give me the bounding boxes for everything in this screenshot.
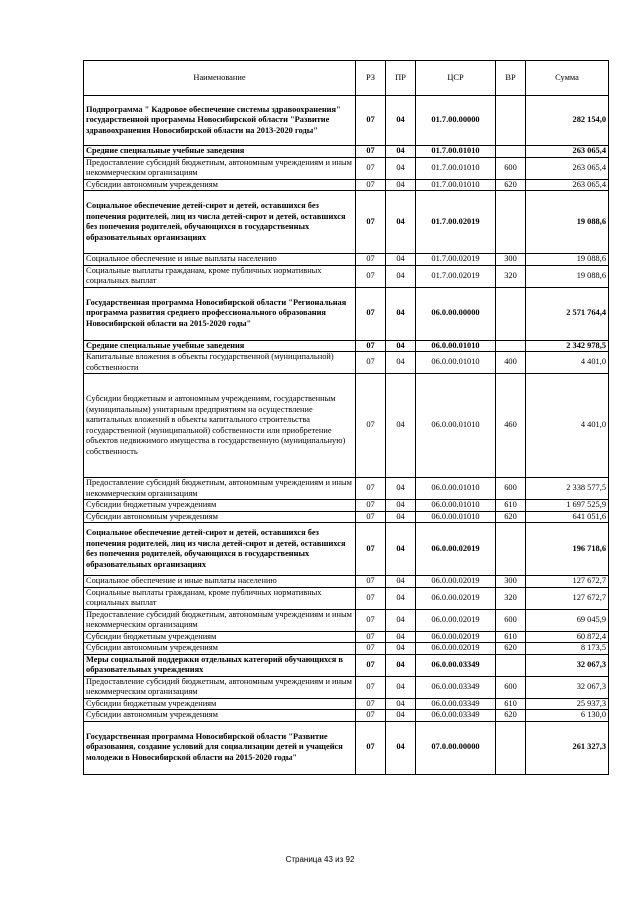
cell-sum: 127 672,7 [526,576,609,588]
cell-name: Подпрограмма " Кадровое обеспечение системы здравоохранения" государственной программы Новосибирской области "Развитие здравоохранения Новосибирской области на 2013-2020 годы" [84,96,356,146]
cell-name: Предоставление субсидий бюджетным, автономным учреждениям и иным некоммерческим организациям [84,676,356,698]
table-row [84,698,609,710]
cell-name: Средние специальные учебные заведения [84,340,356,352]
cell-name: Субсидии бюджетным учреждениям [84,698,356,710]
table-row [84,643,609,655]
cell-sum: 641 051,6 [526,511,609,523]
table-row [84,179,609,191]
cell-sum: 196 718,6 [526,523,609,576]
cell-csr: 01.7.00.01010 [416,157,496,179]
cell-sum: 1 697 525,9 [526,500,609,512]
cell-csr: 06.0.00.02019 [416,643,496,655]
cell-pr: 04 [386,654,416,676]
cell-name: Предоставление субсидий бюджетным, автономным учреждениям и иным некоммерческим организациям [84,157,356,179]
cell-sum: 25 937,3 [526,698,609,710]
cell-pr: 04 [386,511,416,523]
cell-rz: 07 [356,643,386,655]
cell-csr: 06.0.00.03349 [416,698,496,710]
cell-name: Предоставление субсидий бюджетным, автономным учреждениям и иным некоммерческим организациям [84,609,356,631]
cell-name: Государственная программа Новосибирской области "Региональная программа развития среднего профессионального образования Новосибирской области на 2015-2020 годы" [84,287,356,340]
page-number: Страница 43 из 92 [285,855,355,864]
cell-rz: 07 [356,352,386,374]
cell-vr: 620 [496,643,526,655]
table-row [84,352,609,374]
table-row [84,676,609,698]
cell-rz: 07 [356,146,386,158]
cell-rz: 07 [356,676,386,698]
cell-vr: 400 [496,352,526,374]
column-header-rz: РЗ [356,61,386,96]
cell-name: Социальные выплаты гражданам, кроме публичных нормативных социальных выплат [84,265,356,287]
table-row [84,587,609,609]
cell-vr: 600 [496,676,526,698]
cell-rz: 07 [356,587,386,609]
cell-rz: 07 [356,254,386,266]
cell-pr: 04 [386,96,416,146]
cell-name: Социальное обеспечение и иные выплаты населению [84,254,356,266]
cell-csr: 06.0.00.03349 [416,710,496,722]
cell-pr: 04 [386,676,416,698]
cell-vr: 610 [496,500,526,512]
cell-vr: 600 [496,478,526,500]
cell-pr: 04 [386,374,416,478]
column-header-pr: ПР [386,61,416,96]
cell-vr [496,654,526,676]
cell-csr: 01.7.00.02019 [416,191,496,254]
column-header-vr: ВР [496,61,526,96]
cell-name: Государственная программа Новосибирской области "Развитие образования, создание условий для социализации детей и учащейся молодежи в Новосибирской области на 2015-2020 годы" [84,721,356,774]
cell-name: Субсидии автономным учреждениям [84,511,356,523]
table-row [84,523,609,576]
table-body [84,96,609,775]
cell-rz: 07 [356,576,386,588]
cell-pr: 04 [386,287,416,340]
cell-rz: 07 [356,609,386,631]
cell-pr: 04 [386,146,416,158]
budget-table [83,60,609,775]
cell-sum: 263 065,4 [526,157,609,179]
cell-name: Субсидии автономным учреждениям [84,710,356,722]
cell-pr: 04 [386,643,416,655]
cell-name: Средние специальные учебные заведения [84,146,356,158]
cell-rz: 07 [356,287,386,340]
cell-vr [496,146,526,158]
cell-vr [496,340,526,352]
cell-rz: 07 [356,710,386,722]
cell-csr: 01.7.00.01010 [416,146,496,158]
cell-sum: 2 571 764,4 [526,287,609,340]
cell-name: Предоставление субсидий бюджетным, автономным учреждениям и иным некоммерческим организациям [84,478,356,500]
cell-name: Субсидии бюджетным и автономным учреждениям, государственным (муниципальным) унитарным предприятиям на осуществление капитальных вложений в объекты капитального строительства государственной (муниципальной) собственности или приобретение объектов недвижимого имущества в государственную (муниципальную) собственность [84,374,356,478]
cell-rz: 07 [356,478,386,500]
table-row [84,146,609,158]
table-row [84,654,609,676]
cell-sum: 6 130,0 [526,710,609,722]
cell-sum: 19 088,6 [526,265,609,287]
cell-csr: 06.0.00.01010 [416,374,496,478]
cell-sum: 282 154,0 [526,96,609,146]
cell-csr: 06.0.00.01010 [416,478,496,500]
cell-vr [496,721,526,774]
cell-name: Социальные выплаты гражданам, кроме публичных нормативных социальных выплат [84,587,356,609]
cell-pr: 04 [386,587,416,609]
cell-vr: 600 [496,609,526,631]
cell-name: Субсидии автономным учреждениям [84,179,356,191]
cell-vr: 610 [496,631,526,643]
cell-name: Капитальные вложения в объекты государственной (муниципальной) собственности [84,352,356,374]
cell-pr: 04 [386,500,416,512]
cell-rz: 07 [356,96,386,146]
cell-pr: 04 [386,352,416,374]
cell-sum: 19 088,6 [526,254,609,266]
cell-pr: 04 [386,710,416,722]
cell-vr [496,191,526,254]
cell-rz: 07 [356,721,386,774]
cell-sum: 263 065,4 [526,146,609,158]
cell-sum: 2 342 978,5 [526,340,609,352]
cell-name: Социальное обеспечение и иные выплаты населению [84,576,356,588]
cell-pr: 04 [386,523,416,576]
cell-csr: 06.0.00.02019 [416,631,496,643]
cell-pr: 04 [386,631,416,643]
cell-csr: 06.0.00.02019 [416,609,496,631]
cell-sum: 32 067,3 [526,654,609,676]
column-header-csr: ЦСР [416,61,496,96]
cell-vr: 320 [496,587,526,609]
cell-pr: 04 [386,340,416,352]
cell-csr: 06.0.00.00000 [416,287,496,340]
cell-name: Субсидии бюджетным учреждениям [84,500,356,512]
cell-vr: 320 [496,265,526,287]
cell-vr: 300 [496,576,526,588]
table-row [84,500,609,512]
table-row [84,254,609,266]
table-row [84,478,609,500]
cell-pr: 04 [386,179,416,191]
table-row [84,374,609,478]
cell-csr: 01.7.00.01010 [416,179,496,191]
cell-name: Социальное обеспечение детей-сирот и детей, оставшихся без попечения родителей, лиц из числа детей-сирот и детей, оставшихся без попечения родителей, обучающихся в государственных образовательных организациях [84,191,356,254]
cell-vr: 300 [496,254,526,266]
cell-vr: 620 [496,511,526,523]
cell-sum: 60 872,4 [526,631,609,643]
cell-rz: 07 [356,511,386,523]
cell-sum: 261 327,3 [526,721,609,774]
cell-vr [496,287,526,340]
table-row [84,631,609,643]
cell-rz: 07 [356,265,386,287]
table-row [84,340,609,352]
cell-vr: 600 [496,157,526,179]
cell-sum: 19 088,6 [526,191,609,254]
cell-pr: 04 [386,265,416,287]
cell-csr: 07.0.00.00000 [416,721,496,774]
cell-name: Субсидии бюджетным учреждениям [84,631,356,643]
table-row [84,511,609,523]
cell-rz: 07 [356,340,386,352]
cell-rz: 07 [356,654,386,676]
cell-rz: 07 [356,631,386,643]
table-row [84,157,609,179]
cell-csr: 06.0.00.02019 [416,523,496,576]
cell-vr: 620 [496,179,526,191]
cell-rz: 07 [356,157,386,179]
cell-pr: 04 [386,698,416,710]
cell-csr: 01.7.00.00000 [416,96,496,146]
cell-sum: 69 045,9 [526,609,609,631]
cell-sum: 4 401,0 [526,352,609,374]
cell-rz: 07 [356,523,386,576]
cell-csr: 06.0.00.01010 [416,352,496,374]
column-header-name: Наименование [84,61,356,96]
table-row [84,191,609,254]
cell-csr: 06.0.00.02019 [416,587,496,609]
table-row [84,721,609,774]
cell-pr: 04 [386,609,416,631]
cell-pr: 04 [386,478,416,500]
table-row [84,96,609,146]
cell-sum: 8 173,5 [526,643,609,655]
table-row [84,576,609,588]
cell-pr: 04 [386,191,416,254]
cell-rz: 07 [356,179,386,191]
cell-vr [496,96,526,146]
cell-vr: 610 [496,698,526,710]
cell-csr: 06.0.00.02019 [416,576,496,588]
cell-sum: 2 338 577,5 [526,478,609,500]
cell-rz: 07 [356,698,386,710]
cell-pr: 04 [386,576,416,588]
cell-csr: 01.7.00.02019 [416,265,496,287]
cell-csr: 06.0.00.03349 [416,654,496,676]
cell-vr: 460 [496,374,526,478]
cell-pr: 04 [386,157,416,179]
table-row [84,287,609,340]
column-header-sum: Сумма [526,61,609,96]
table-row [84,265,609,287]
cell-rz: 07 [356,191,386,254]
cell-csr: 06.0.00.01010 [416,511,496,523]
cell-csr: 06.0.00.01010 [416,340,496,352]
cell-sum: 127 672,7 [526,587,609,609]
cell-csr: 01.7.00.02019 [416,254,496,266]
cell-sum: 32 067,3 [526,676,609,698]
cell-sum: 263 065,4 [526,179,609,191]
cell-vr [496,523,526,576]
cell-name: Субсидии автономным учреждениям [84,643,356,655]
cell-sum: 4 401,0 [526,374,609,478]
cell-pr: 04 [386,721,416,774]
cell-vr: 620 [496,710,526,722]
cell-csr: 06.0.00.01010 [416,500,496,512]
table-header-row [84,61,609,96]
cell-pr: 04 [386,254,416,266]
cell-csr: 06.0.00.03349 [416,676,496,698]
cell-rz: 07 [356,500,386,512]
table-row [84,710,609,722]
cell-name: Социальное обеспечение детей-сирот и детей, оставшихся без попечения родителей, лиц из числа детей-сирот и детей, оставшихся без попечения родителей, обучающихся в государственных образовательных организациях [84,523,356,576]
cell-rz: 07 [356,374,386,478]
table-row [84,609,609,631]
cell-name: Меры социальной поддержки отдельных категорий обучающихся в образовательных учреждениях [84,654,356,676]
